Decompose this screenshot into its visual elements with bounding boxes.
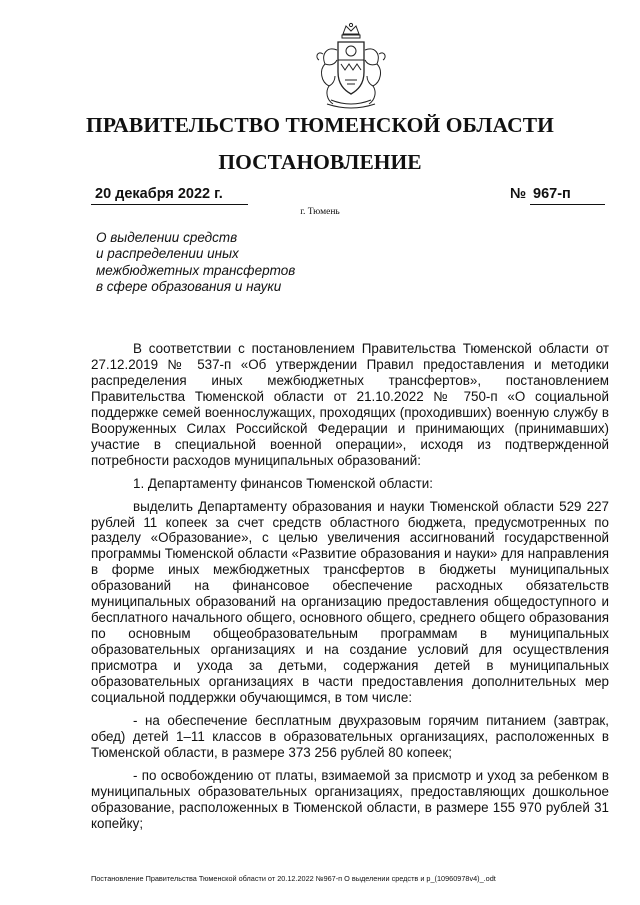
bullet-paragraph-preschool: - по освобождению от платы, взимаемой за присмотр и уход за ребенком в муниципальных образовательных организациях, предоставляющих дошкольное образование, расположенных в Тюменской области, в размере 155 970 рублей 31 копейку; bbox=[91, 767, 609, 831]
document-date: 20 декабря 2022 г. bbox=[95, 186, 223, 202]
document-number: 967-п bbox=[533, 186, 571, 202]
number-sign: № bbox=[510, 186, 527, 202]
coat-of-arms-icon bbox=[303, 20, 399, 112]
document-type-title: ПОСТАНОВЛЕНИЕ bbox=[218, 150, 422, 174]
preamble-paragraph: В соответствии с постановлением Правительства Тюменской области от 27.12.2019 № 537-п «Об утверждении Правил предоставления и методики распределения иных межбюджетных трансфертов», постановлением Правительства Тюменской области от 21.10.2022 № 750-п «О социальной поддержке семей военнослужащих, проходящих (проходивших) военную службу в Вооруженных Силах Российской Федерации и принимающих (принимавших) участие в специальной военной операции», исходя из подтвержденной потребности расходов муниципальных образований: bbox=[91, 341, 609, 468]
bullet-paragraph-meals: - на обеспечение бесплатным двухразовым горячим питанием (завтрак, обед) детей 1–11 классов в образовательных организациях, расположенных в Тюменской области, в размере 373 256 рублей 80 копеек; bbox=[91, 712, 609, 760]
document-footer: Постановление Правительства Тюменской области от 20.12.2022 №967-п О выделении средств и р_(10960978v4)_.odt bbox=[91, 874, 496, 883]
document-subject bbox=[96, 230, 396, 295]
document-date-field bbox=[91, 186, 248, 205]
item-1-heading: 1. Департаменту финансов Тюменской области: bbox=[133, 475, 433, 491]
item-1-paragraph: выделить Департаменту образования и науки Тюменской области 529 227 рублей 11 копеек за счет средств областного бюджета, предусмотренных по разделу «Образование», с целью увеличения ассигнований государственной программы Тюменской области «Развитие образования и науки» для направления в форме иных межбюджетных трансфертов в бюджеты муниципальных образований на финансовое обеспечение расходных обязательств муниципальных образований на организацию предоставления общедоступного и бесплатного начального общего, основного общего, среднего общего образования по основным общеобразовательным программам в муниципальных образовательных организациях и на создание условий для осуществления присмотра и ухода за детьми, содержания детей в муниципальных образовательных организациях в части предоставления дополнительных мер социальной поддержки обучающимся, в том числе: bbox=[91, 498, 609, 706]
subject-line: межбюджетных трансфертов bbox=[96, 262, 296, 278]
document-body bbox=[91, 341, 609, 832]
subject-line: и распределении иных bbox=[96, 246, 239, 262]
organization-title: ПРАВИТЕЛЬСТВО ТЮМЕНСКОЙ ОБЛАСТИ bbox=[86, 113, 554, 137]
city-label: г. Тюмень bbox=[300, 207, 340, 217]
subject-line: в сфере образования и науки bbox=[96, 278, 282, 294]
document-number-field bbox=[530, 186, 605, 205]
subject-line: О выделении средств bbox=[96, 230, 238, 245]
